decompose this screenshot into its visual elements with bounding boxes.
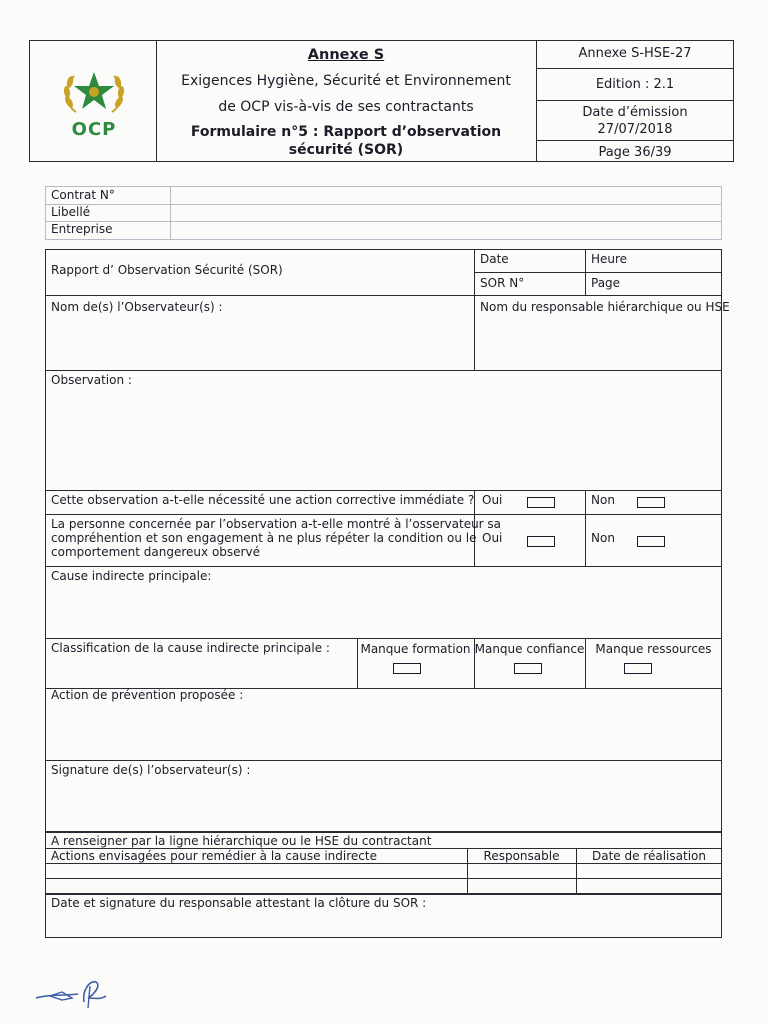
page-number: Page 36/39 [598, 145, 672, 160]
prevention-action-label: Action de prévention proposée : [51, 688, 244, 702]
question-commitment-line3: comportement dangereux observé [51, 545, 260, 559]
question-commitment-line2: compréhention et son engagement à ne plus répéter la condition ou le [51, 531, 477, 545]
closure-label: Date et signature du responsable attestant la clôture du SOR : [51, 896, 427, 910]
q2-non-label: Non [591, 531, 615, 545]
edition: Edition : 2.1 [595, 77, 675, 92]
ocp-logo [56, 64, 132, 144]
q2-oui-label: Oui [482, 531, 503, 545]
question-commitment-line1: La personne concernée par l’observation a-t-elle montré à l’osservateur sa [51, 517, 502, 531]
observation-label: Observation : [51, 373, 132, 387]
form-title-line1: Formulaire n°5 : Rapport d’observation [190, 124, 502, 140]
table-row[interactable] [46, 864, 721, 878]
manque-formation-label: Manque formation [360, 642, 471, 656]
libelle-label: Libellé [51, 205, 91, 219]
responsible-field[interactable] [475, 316, 721, 369]
observers-label: Nom de(s) l’Observateur(s) : [51, 300, 223, 314]
q2-non-checkbox[interactable] [637, 536, 665, 547]
responsable-column-header: Responsable [483, 849, 560, 863]
observer-signature-label: Signature de(s) l’observateur(s) : [51, 763, 251, 777]
libelle-field[interactable] [171, 205, 721, 221]
cause-label: Cause indirecte principale: [51, 569, 212, 583]
manque-ressources-checkbox[interactable] [624, 663, 652, 674]
handwritten-initials [32, 972, 122, 1012]
date-field[interactable] [510, 250, 584, 272]
manque-formation-checkbox[interactable] [393, 663, 421, 674]
page-field[interactable] [625, 273, 721, 295]
manque-confiance-label: Manque confiance [474, 642, 585, 656]
entreprise-field[interactable] [171, 222, 721, 239]
date-realisation-column-header: Date de réalisation [592, 849, 706, 863]
closure-field[interactable] [46, 912, 721, 937]
manque-confiance-checkbox[interactable] [514, 663, 542, 674]
observation-field[interactable] [46, 390, 721, 489]
form-title-line2: sécurité (SOR) [288, 142, 404, 158]
heure-field[interactable] [630, 250, 721, 272]
observer-signature-field[interactable] [46, 780, 721, 831]
q1-non-checkbox[interactable] [637, 497, 665, 508]
table-row[interactable] [46, 879, 721, 893]
rapport-label: Rapport d’ Observation Sécurité (SOR) [51, 263, 283, 277]
annexe-title: Annexe S [307, 47, 385, 63]
logo-text: OCP [71, 119, 117, 140]
classification-label: Classification de la cause indirecte principale : [51, 641, 330, 655]
q1-oui-checkbox[interactable] [527, 497, 555, 508]
q1-non-label: Non [591, 493, 615, 507]
q2-oui-checkbox[interactable] [527, 536, 555, 547]
issue-date-value: 27/07/2018 [597, 122, 673, 137]
observers-field[interactable] [46, 316, 473, 369]
sor-number-field[interactable] [525, 273, 584, 295]
cause-field[interactable] [46, 586, 721, 637]
contract-number-label: Contrat N° [51, 188, 115, 202]
contract-number-field[interactable] [171, 187, 721, 204]
q1-oui-label: Oui [482, 493, 503, 507]
question-corrective-action: Cette observation a-t-elle nécessité une action corrective immédiate ? [51, 493, 475, 507]
prevention-action-field[interactable] [46, 705, 721, 759]
responsible-label: Nom du responsable hiérarchique ou HSE [480, 300, 730, 314]
actions-column-header: Actions envisagées pour remédier à la cause indirecte [51, 849, 377, 863]
sor-number-label: SOR N° [480, 276, 525, 290]
page-label: Page [591, 276, 621, 290]
document-reference: Annexe S-HSE-27 [578, 46, 692, 61]
date-label: Date [480, 252, 509, 266]
header-subtitle-line1: Exigences Hygiène, Sécurité et Environnement [181, 73, 511, 89]
entreprise-label: Entreprise [51, 222, 113, 236]
ocp-emblem-icon [56, 64, 132, 120]
issue-date-label: Date d’émission [582, 105, 688, 120]
header-subtitle-line2: de OCP vis-à-vis de ses contractants [218, 99, 474, 115]
renseigner-label: A renseigner par la ligne hiérarchique ou le HSE du contractant [51, 834, 432, 848]
heure-label: Heure [591, 252, 628, 266]
manque-ressources-label: Manque ressources [595, 642, 712, 656]
